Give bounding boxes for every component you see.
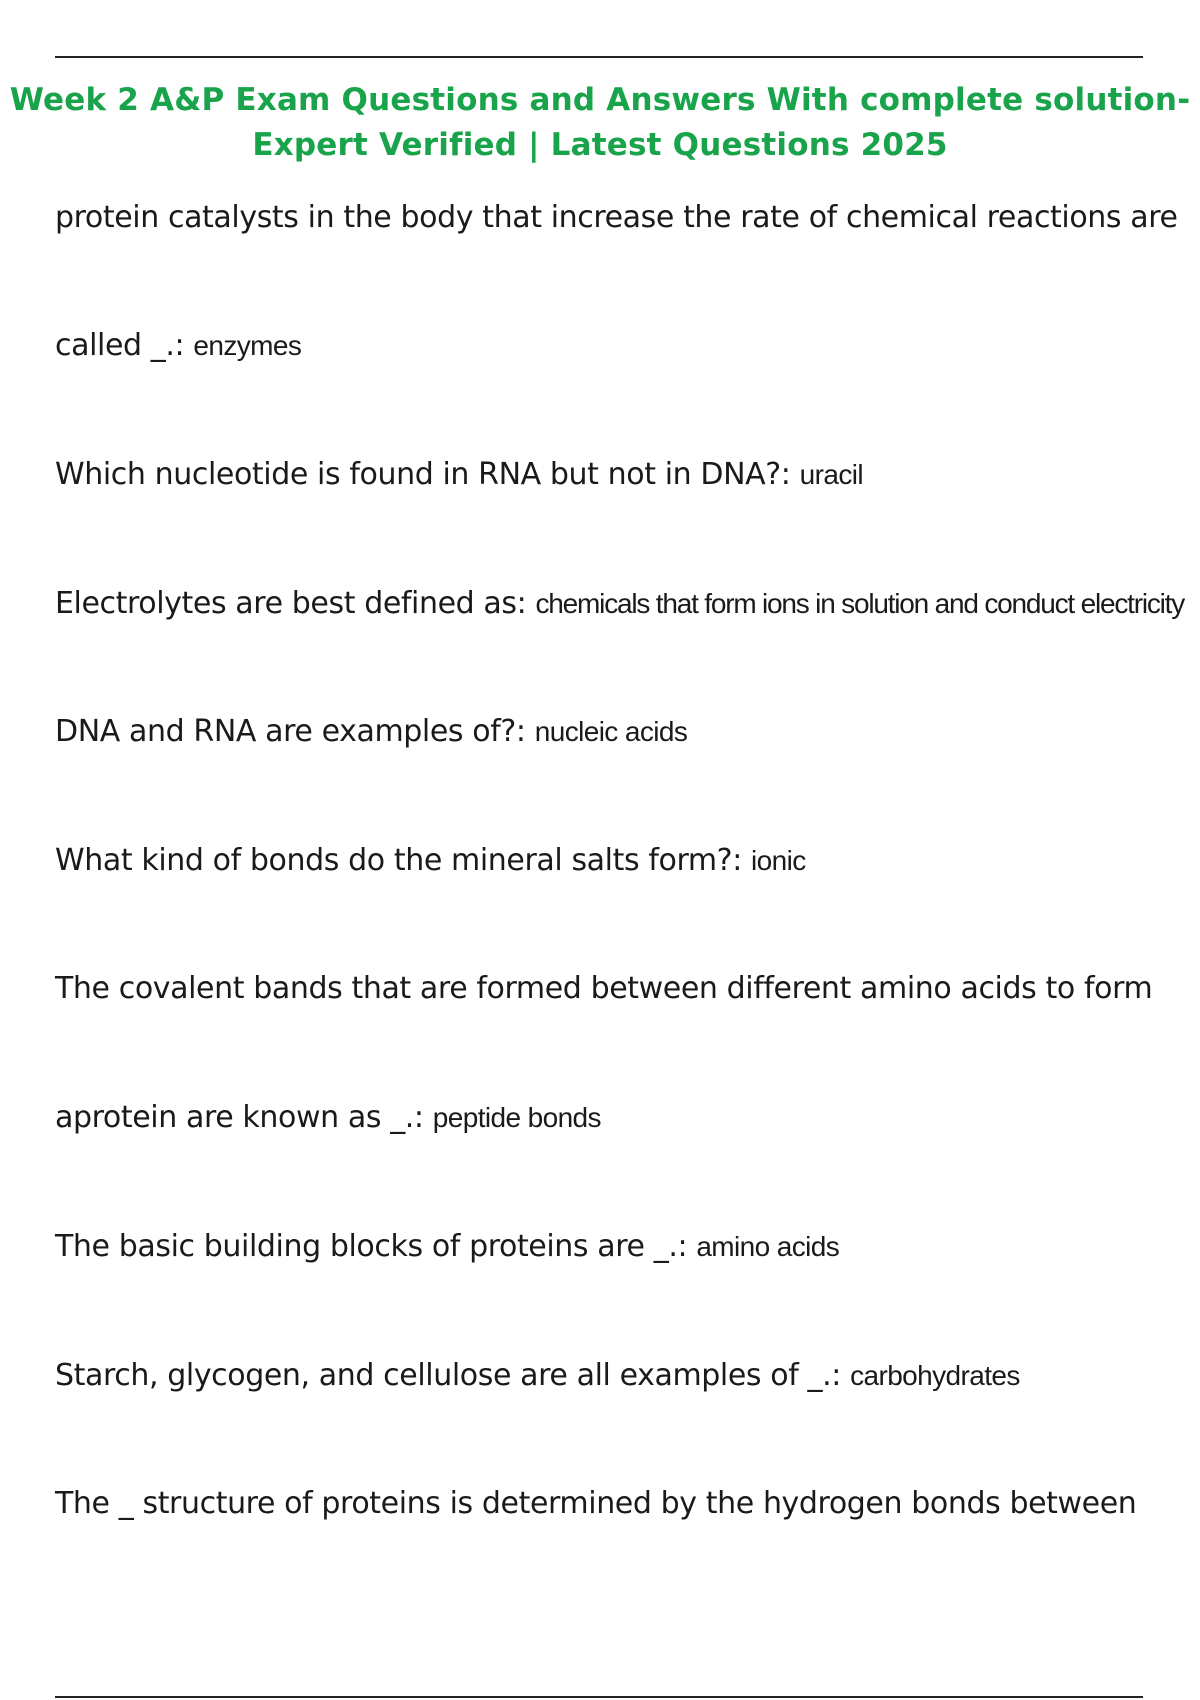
qa-line-11 xyxy=(55,1484,1175,1524)
question-text: The basic building blocks of proteins are _.: xyxy=(55,1229,697,1264)
answer-text: enzymes xyxy=(193,330,302,361)
question-text: What kind of bonds do the mineral salts form?: xyxy=(55,843,752,878)
bottom-divider xyxy=(55,1696,1143,1698)
qa-line-1 xyxy=(55,198,1178,238)
question-text: protein catalysts in the body that increase the rate of chemical reactions are xyxy=(55,200,1178,235)
answer-text: uracil xyxy=(799,459,863,490)
title-line-2: Expert Verified | Latest Questions 2025 xyxy=(252,127,948,163)
qa-line-7 xyxy=(55,969,1175,1009)
question-text: Which nucleotide is found in RNA but not in DNA?: xyxy=(55,457,800,492)
qa-line-3 xyxy=(55,455,1175,495)
qa-line-5 xyxy=(55,712,1175,752)
qa-line-2 xyxy=(55,326,1175,366)
answer-text: amino acids xyxy=(696,1231,840,1262)
qa-line-9 xyxy=(55,1227,1175,1267)
top-divider xyxy=(55,56,1143,58)
qa-line-10 xyxy=(55,1356,1175,1396)
answer-text: nucleic acids xyxy=(534,716,688,747)
answer-text: ionic xyxy=(751,845,806,876)
question-text: Starch, glycogen, and cellulose are all examples of _.: xyxy=(55,1358,851,1393)
question-text: DNA and RNA are examples of?: xyxy=(55,714,535,749)
question-text: The covalent bands that are formed between different amino acids to form xyxy=(55,971,1153,1006)
answer-text: chemicals that form ions in solution and conduct electricity xyxy=(535,588,1185,619)
document-title xyxy=(0,78,1200,168)
title-line-1: Week 2 A&P Exam Questions and Answers With complete solution- xyxy=(9,82,1191,118)
answer-text: peptide bonds xyxy=(432,1102,601,1133)
question-text: Electrolytes are best defined as: xyxy=(55,586,536,621)
qa-line-4 xyxy=(55,584,1185,624)
question-text: called _.: xyxy=(55,328,194,363)
question-text: aprotein are known as _.: xyxy=(55,1100,433,1135)
answer-text: carbohydrates xyxy=(850,1360,1020,1391)
qa-line-8 xyxy=(55,1098,1175,1138)
qa-line-6 xyxy=(55,841,1175,881)
question-text: The _ structure of proteins is determined by the hydrogen bonds between xyxy=(55,1486,1137,1521)
